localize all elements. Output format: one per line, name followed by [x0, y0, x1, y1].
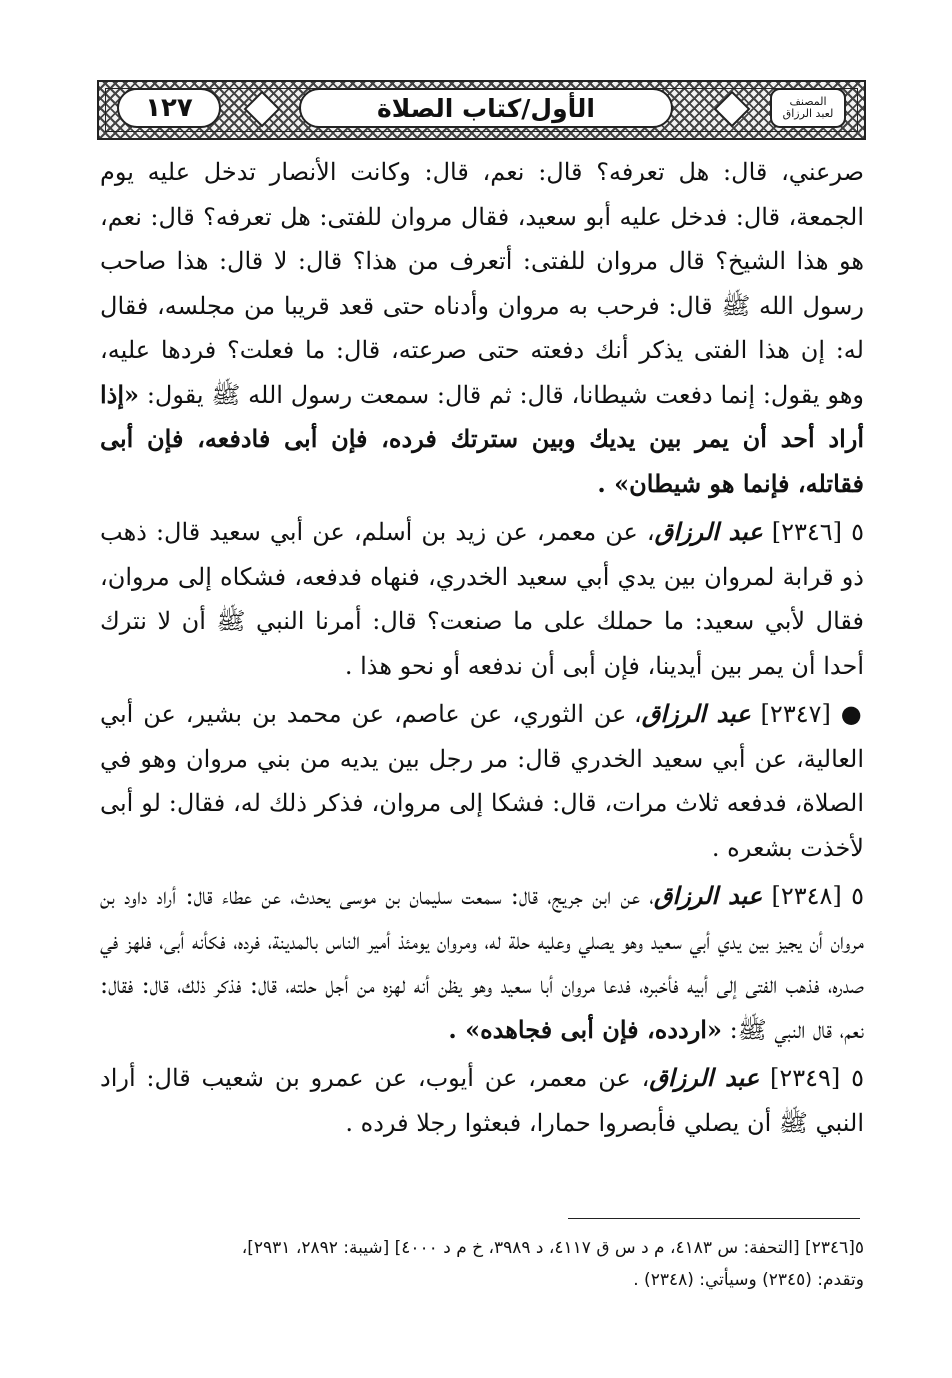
page-number-cartouche	[117, 88, 221, 128]
narrator-name: عبد الرزاق	[653, 881, 763, 910]
hadith-text: ، عن معمر، عن زيد بن أسلم، عن أبي سعيد قال: ذهب ذو قرابة لمروان بين يدي أبي سعيد الخدري، فنهاه فدفعه، فشكاه إلى مروان، فقال لأبي سعيد: ما حملك على ما صنعت؟ قال: أمرنا النبي ﷺ أن لا نترك أحدا أن يمر بين أيدينا، فإن أبى أن ندفعه أو نحو هذا .	[100, 518, 864, 680]
footnote-divider	[568, 1218, 860, 1219]
hadith-text: ، عن ابن جريج، قال: سمعت سليمان بن موسى يحدث، عن عطاء قال: أراد داود بن مروان أن يجيز بين يدي أبي سعيد وهو يصلي وعليه حلة له، ومروان يومئذ أمير الناس بالمدينة، فرده، فكأنه أبى، فلهز في صدره، فذهب الفتى إلى أبيه فأخبره، فدعا مروان أبا سعيد وهو يظن أنه لهزه من أجل حلته، قال: فذكر ذلك، قال: فقال: نعم، قال النبي ﷺ:	[100, 882, 864, 1044]
hadith-text: ، عن معمر، عن أيوب، عن عمرو بن شعيب قال: أراد النبي ﷺ أن يصلي فأبصروا حمارا، فبعثوا رجلا فرده .	[100, 1064, 864, 1137]
prophetic-quote: «اردده، فإن أبى فجاهده» .	[448, 1014, 722, 1044]
hadith-marker: ٥	[851, 518, 864, 546]
hadith-text: ، عن الثوري، عن عاصم، عن محمد بن بشير، عن أبي العالية، عن أبي سعيد الخدري قال: مر رجل بين يديه من بني مروان وهو في الصلاة، فدفعه ثلاث مرات، قال: فشكا إلى مروان، فذكر ذلك له، فقال: لو أبى لأخذت بشعره .	[100, 700, 864, 862]
footnote-line: ٥[٢٣٤٦] [التحفة: س ٤١٨٣، م د س ق ٤١١٧، د ٣٩٨٩، خ م د ٤٠٠٠] [شيبة: ٢٨٩٢، ٢٩٣١]،	[241, 1238, 864, 1258]
book-logo-text: المصنف لعبد الرزاق	[782, 95, 834, 120]
paragraph-text: صرعني، قال: هل تعرفه؟ قال: نعم، قال: وكانت الأنصار تدخل عليه يوم الجمعة، قال: فدخل عليه أبو سعيد، فقال مروان للفتى: هل تعرفه؟ قال: نعم، هو هذا الشيخ؟ قال مروان للفتى: أتعرف من هذا؟ قال: لا قال: هذا صاحب رسول الله ﷺ قال: فرحب به مروان وأدناه حتى قعد قريبا من مجلسه، فقال له: إن هذا الفتى يذكر أنك دفعته حتى صرعته، قال: ما فعلت؟ فردها عليه، وهو يقول: إنما دفعت شيطانا، قال: ثم قال: سمعت رسول الله ﷺ يقول:	[100, 158, 864, 409]
hadith-2347	[100, 692, 864, 870]
hadith-2348	[100, 874, 864, 1052]
main-text	[100, 150, 864, 1145]
title-cartouche	[299, 88, 673, 128]
page-header	[97, 80, 866, 140]
prophetic-quote: «إذا أراد أحد أن يمر بين يديك وبين سترتك فرده، فإن أبى فادفعه، فإن أبى فقاتله، فإنما هو شيطان» .	[100, 379, 864, 498]
hadith-marker: ●	[840, 700, 864, 728]
running-title: الأول/كتاب الصلاة	[377, 93, 595, 123]
hadith-number: [٢٣٤٩]	[769, 1064, 841, 1092]
narrator-name: عبد الرزاق	[649, 1063, 760, 1092]
page-number: ١٢٧	[145, 93, 193, 123]
hadith-marker: ٥	[851, 1064, 864, 1092]
hadith-2346	[100, 510, 864, 688]
narrator-name: عبد الرزاق	[641, 699, 751, 728]
paragraph-continued	[100, 150, 864, 506]
hadith-number: [٢٣٤٦]	[771, 518, 843, 546]
footnote-line: وتقدم: (٢٣٤٥) وسيأتي: (٢٣٤٨) .	[633, 1270, 864, 1290]
narrator-name: عبد الرزاق	[654, 517, 763, 546]
hadith-number: [٢٣٤٨]	[771, 882, 842, 910]
hadith-number: [٢٣٤٧]	[760, 700, 831, 728]
book-logo	[770, 88, 846, 128]
hadith-2349	[100, 1056, 864, 1145]
hadith-marker: ٥	[851, 882, 864, 910]
footnotes	[100, 1232, 864, 1296]
